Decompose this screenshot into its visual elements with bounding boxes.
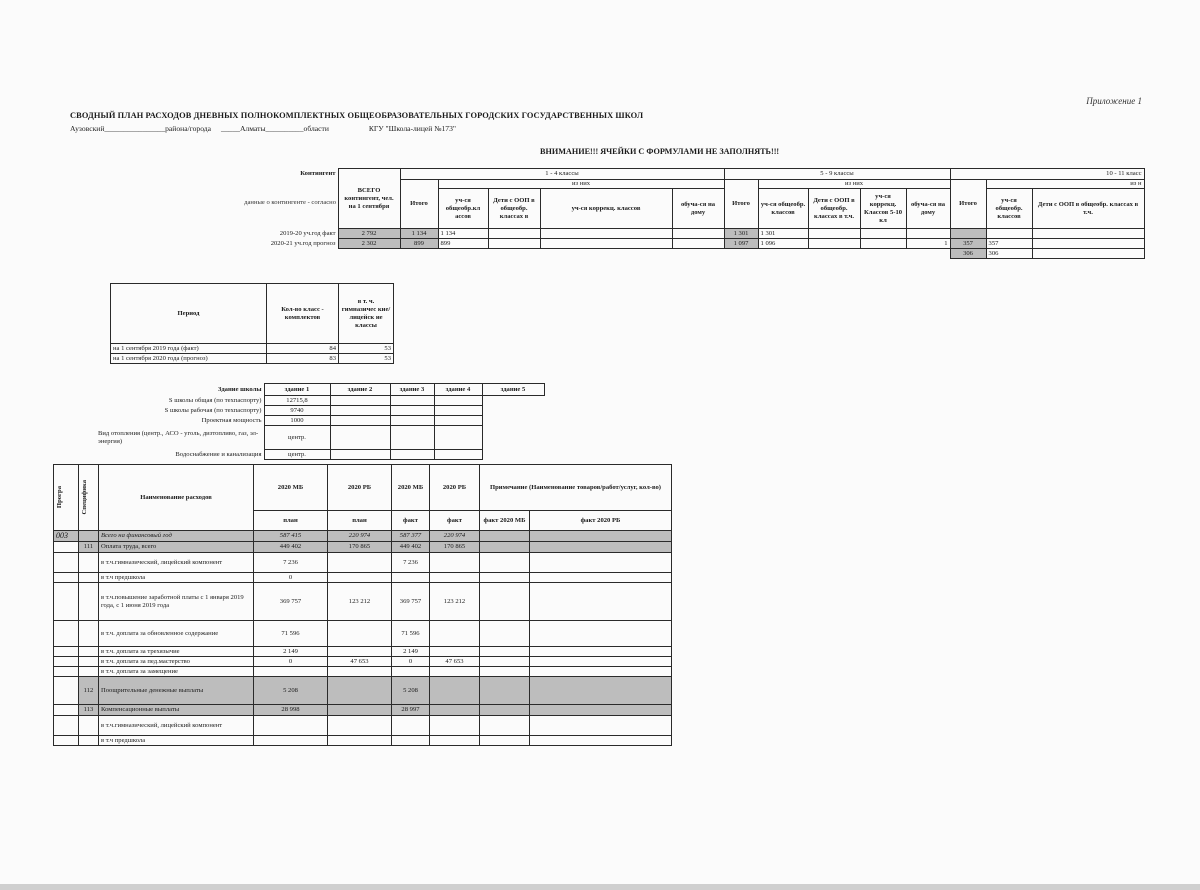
period-table: [110, 283, 394, 364]
building-row: Вид отопления (центр., АСО - уголь, дизтопливо, газ, эл-энергия) центр.: [96, 426, 544, 450]
district-label: Аузовский________________района/города: [70, 124, 212, 133]
table-row: в т.ч. доплата за обновленное содержание 71 596 71 596: [54, 621, 672, 647]
contingent-total-header: ВСЕГО контингент, чел. на 1 сентября: [338, 169, 400, 229]
building-row: S школы рабочая (по техпаспорту) 9740: [96, 406, 544, 416]
iz-nih-10-11: из н: [986, 180, 1144, 189]
building-row: Водоснабжение и канализация центр.: [96, 450, 544, 460]
building-4-header: здание 4: [434, 384, 482, 396]
building-3-header: здание 3: [390, 384, 434, 396]
table-row: в т.ч.повышение заработной платы с 1 января 2019 года, с 1 июня 2019 года 369 757 123 212 369 757 123 212: [54, 583, 672, 621]
contingent-row-extra: 306 306: [232, 249, 1144, 259]
program-header: Програ: [56, 486, 63, 509]
contingent-label: Контингент: [300, 170, 336, 177]
contingent-row-2019: 2019-20 уч.год факт 2 792 1 134 1 134 1 301 1 301: [232, 229, 1144, 239]
col-mb-plan-header: 2020 МБ: [254, 465, 328, 511]
col-59-general: уч-ся общеобр. классов: [758, 189, 808, 229]
expense-name-header: Наименование расходов: [99, 465, 254, 531]
period-row-2020: на 1 сентября 2020 года (прогноз) 83 53: [111, 354, 394, 364]
contingent-side-note: данные о контингенте - согласно: [244, 199, 336, 206]
table-row: в т.ч.гимназический, лицейский компонент 7 236 7 236: [54, 553, 672, 573]
col-14-correction: уч-ся коррекц. классов: [540, 189, 672, 229]
col-mb-fact-header: 2020 МБ: [392, 465, 430, 511]
col-1011-oop: Дети с ООП в общеобр. классах в т.ч.: [1032, 189, 1144, 229]
table-row: в т.ч.гимназический, лицейский компонент: [54, 716, 672, 736]
grade-10-11-header: 10 - 11 класс: [950, 169, 1144, 180]
page-bottom-edge: [0, 884, 1200, 890]
grade-5-9-header: 5 - 9 классы: [724, 169, 950, 180]
col-59-correction: уч-ся коррекц. Классов 5-10 кл: [860, 189, 906, 229]
col-14-general: уч-ся общеобр.кл ассов: [438, 189, 488, 229]
gym-classes-header: в т. ч. гимназичес кие/лицейск ие классы: [339, 284, 394, 344]
building-1-header: здание 1: [264, 384, 330, 396]
grade-1-4-header: 1 - 4 классы: [400, 169, 724, 180]
document-subline: [70, 124, 464, 133]
table-row: в т.ч. доплата за трехязычие 2 149 2 149: [54, 647, 672, 657]
note-header: Примечание (Наименование товаров/работ/услуг, кол-во): [480, 465, 672, 511]
itogo-5-9: Итого: [724, 180, 758, 229]
contingent-row-2020: 2020-21 уч.год прогноз 2 302 899 899 1 097 1 096 1 357 357: [232, 239, 1144, 249]
document-title: СВОДНЫЙ ПЛАН РАСХОДОВ ДНЕВНЫХ ПОЛНОКОМПЛЕКТНЫХ ОБЩЕОБРАЗОВАТЕЛЬНЫХ ГОРОДСКИХ ГОСУДАРСТВЕННЫХ ШКОЛ: [70, 111, 644, 120]
building-2-header: здание 2: [330, 384, 390, 396]
building-row: S школы общая (по техпаспорту) 12715,8: [96, 396, 544, 406]
appendix-label: Приложение 1: [1086, 96, 1142, 106]
attention-note: ВНИМАНИЕ!!! ЯЧЕЙКИ С ФОРМУЛАМИ НЕ ЗАПОЛНЯТЬ!!!: [540, 147, 780, 156]
col-14-oop: Дети с ООП в общеобр. классах в: [488, 189, 540, 229]
building-5-header: здание 5: [482, 384, 544, 396]
buildings-table: [96, 383, 545, 460]
table-row: в т.ч. доплата за пед.мастерство 0 47 653 0 47 653: [54, 657, 672, 667]
col-59-home: обуча-ся на дому: [906, 189, 950, 229]
specifics-header: Специфика: [81, 480, 88, 515]
table-row: 112 Поощрительные денежные выплаты 5 208 5 208: [54, 677, 672, 705]
col-59-oop: Дети с ООП в общеобр. классах в т.ч.: [808, 189, 860, 229]
period-header: Период: [111, 284, 267, 344]
table-row: в т.ч. доплата за замещение: [54, 667, 672, 677]
period-row-2019: на 1 сентября 2019 года (факт) 84 53: [111, 344, 394, 354]
contingent-table: [232, 168, 1145, 259]
col-rb-plan-header: 2020 РБ: [328, 465, 392, 511]
itogo-1-4: Итого: [400, 180, 438, 229]
expenses-table: Програ Специфика Наименование расходов 2020 МБ 2020 РБ 2020 МБ 2020 РБ Примечание (Наименование товаров/работ/услуг, кол-во) план план факт факт факт 2020 МБ факт 2020 РБ 003 Всего на финансовый год 587 415 220 974 587 377 220 974 111 Оплата труда, всего 449 402 170 865 449 402 170 865 в т.ч.гимназический, лицейский компонент 7 236 7 236 в т.ч предшкола 0 в т.ч.повышение заработной платы с 1 января 2019 года, с 1 июня 2019 года 369 757 123 212 369 757 123 212 в т.ч. доплата за обновленное содержание 71 596 71 596 в т.ч. доплата за трехязычие 2 149 2 149 в т.ч. доплата за пед.мастерство 0 47 653 0 47 653 в т.ч. доплата за замещение 112 Поощрительные денежные выплаты 5 208 5 208 113 Компенсационные выплаты 28 998 28 997 в т.ч.гимназический, лицейский компонент в т.ч предшкола: [53, 464, 672, 746]
col-14-home: обуча-ся на дому: [672, 189, 724, 229]
table-row: 111 Оплата труда, всего 449 402 170 865 449 402 170 865: [54, 542, 672, 553]
iz-nih-1-4: из них: [438, 180, 724, 189]
table-row: 113 Компенсационные выплаты 28 998 28 997: [54, 705, 672, 716]
class-count-header: Кол-во класс - комплектов: [267, 284, 339, 344]
table-row: в т.ч предшкола: [54, 736, 672, 746]
school-label: КГУ "Школа-лицей №173": [368, 124, 456, 133]
building-row: Проектная мощность 1000: [96, 416, 544, 426]
buildings-label: Здание школы: [218, 385, 262, 393]
table-row: 003 Всего на финансовый год 587 415 220 974 587 377 220 974: [54, 531, 672, 542]
iz-nih-5-9: из них: [758, 180, 950, 189]
itogo-10-11: Итого: [950, 180, 986, 229]
table-row: в т.ч предшкола 0: [54, 573, 672, 583]
col-1011-general: уч-ся общеобр. классов: [986, 189, 1032, 229]
city-label: _____Алматы__________области: [220, 124, 329, 133]
col-rb-fact-header: 2020 РБ: [430, 465, 480, 511]
